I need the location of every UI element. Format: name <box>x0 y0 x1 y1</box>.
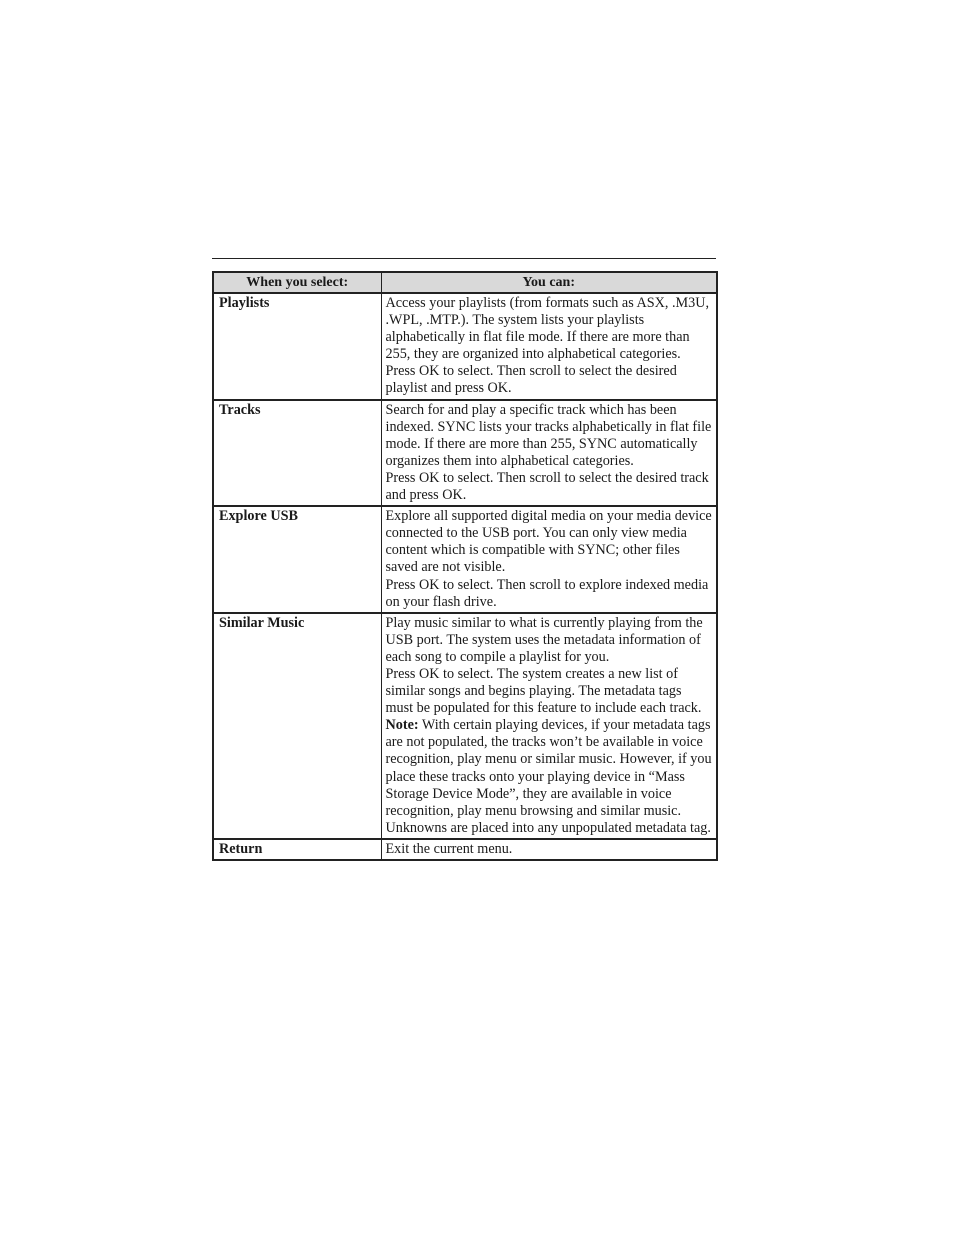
note-label: Note: <box>385 717 419 734</box>
table-header-row <box>213 272 717 293</box>
option-playlists: Playlists <box>213 293 381 400</box>
media-menu-table <box>212 271 718 861</box>
header-when-you-select: When you select: <box>213 272 381 293</box>
description-line: Access your playlists (from formats such as ASX, .M3U, .WPL, .MTP.). The system lists your playlists alphabetically in flat file mode. If there are more than 255, they are organized into alphabetical categories. <box>385 295 710 363</box>
description-playlists <box>381 293 717 400</box>
table-row <box>213 293 717 400</box>
table-row <box>213 613 717 839</box>
table-row <box>213 506 717 613</box>
description-line: Press OK to select. Then scroll to explore indexed media on your flash drive. <box>385 576 709 610</box>
note-paragraph <box>386 717 713 837</box>
note-text: With certain playing devices, if your metadata tags are not populated, the tracks won’t be available in voice recognition, play menu or similar music. However, if you place these tracks onto your playing device in “Mass Storage Device Mode”, they are available in voice recognition, play menu browsing and similar music. Unknowns are placed into any unpopulated metadata tag. <box>385 717 712 836</box>
description-line: Exit the current menu. <box>385 840 513 857</box>
description-line: Press OK to select. Then scroll to select the desired playlist and press OK. <box>385 363 677 397</box>
description-line: Press OK to select. The system creates a new list of similar songs and begins playing. The metadata tags must be populated for this feature to include each track. <box>385 665 702 717</box>
description-line: Play music similar to what is currently playing from the USB port. The system uses the metadata information of each song to compile a playlist for you. <box>385 614 703 665</box>
header-you-can: You can: <box>381 272 717 293</box>
option-tracks: Tracks <box>213 400 381 507</box>
description-tracks <box>381 400 717 507</box>
description-line: Explore all supported digital media on your media device connected to the USB port. You can only view media content which is compatible with SYNC; other files saved are not visible. <box>385 508 712 576</box>
option-explore-usb: Explore USB <box>213 506 381 613</box>
description-similar-music <box>381 613 717 839</box>
description-line: Search for and play a specific track which has been indexed. SYNC lists your tracks alphabetically in flat file mode. If there are more than 255, SYNC automatically organizes them into alphabetical categories. <box>385 401 712 469</box>
description-return <box>381 839 717 860</box>
description-line: Press OK to select. Then scroll to select the desired track and press OK. <box>385 469 709 504</box>
top-rule <box>212 258 716 259</box>
description-explore-usb <box>381 506 717 613</box>
option-return: Return <box>213 839 381 860</box>
table-row <box>213 400 717 507</box>
table-row <box>213 839 717 860</box>
option-similar-music: Similar Music <box>213 613 381 839</box>
